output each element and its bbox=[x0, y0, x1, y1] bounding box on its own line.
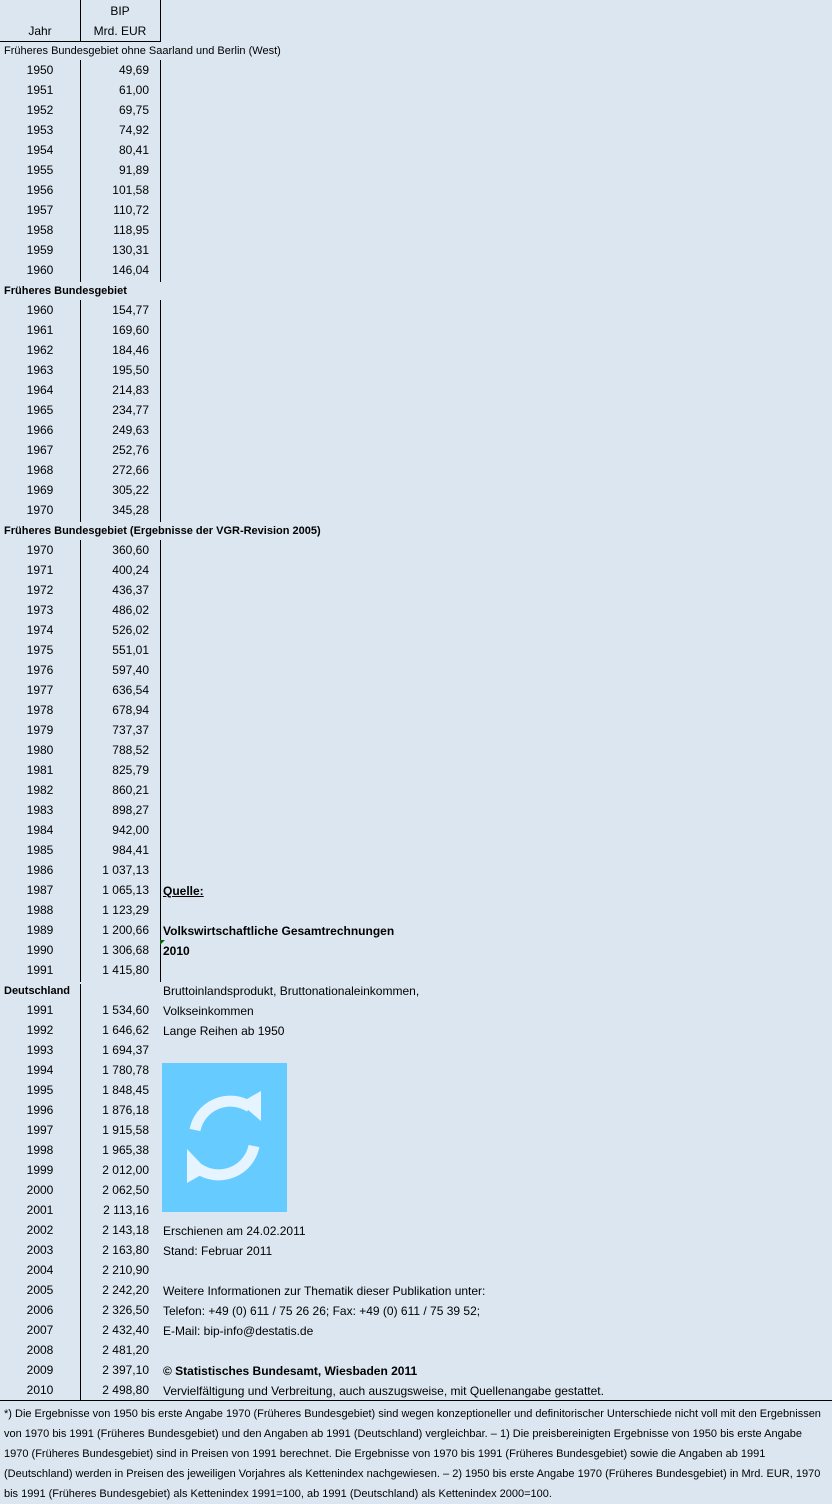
bip-value-cell: 2 210,90 bbox=[102, 1263, 149, 1277]
bip-value-cell: 788,52 bbox=[112, 743, 149, 757]
bip-value-cell: 2 062,50 bbox=[102, 1183, 149, 1197]
bip-value-cell: 2 481,20 bbox=[102, 1343, 149, 1357]
year-cell: 1992 bbox=[26, 1023, 54, 1037]
year-cell: 1950 bbox=[26, 63, 54, 77]
year-cell: 1966 bbox=[26, 423, 54, 437]
year-cell: 1960 bbox=[26, 263, 54, 277]
year-cell: 1991 bbox=[26, 1003, 54, 1017]
stand-date: Stand: Februar 2011 bbox=[163, 1244, 273, 1258]
year-cell: 1970 bbox=[26, 543, 54, 557]
year-cell: 1980 bbox=[26, 743, 54, 757]
bip-value-cell: 678,94 bbox=[112, 703, 149, 717]
bip-value-cell: 2 326,50 bbox=[102, 1303, 149, 1317]
bip-value-cell: 252,76 bbox=[112, 443, 149, 457]
year-cell: 2009 bbox=[26, 1363, 54, 1377]
bip-value-cell: 154,77 bbox=[112, 303, 149, 317]
table-right-border bbox=[160, 540, 161, 982]
year-cell: 1954 bbox=[26, 143, 54, 157]
bip-value-cell: 2 242,20 bbox=[102, 1283, 149, 1297]
year-cell: 1985 bbox=[26, 843, 54, 857]
year-cell: 1965 bbox=[26, 403, 54, 417]
bip-value-cell: 195,50 bbox=[112, 363, 149, 377]
comment-marker bbox=[160, 940, 165, 945]
bip-value-cell: 1 037,13 bbox=[102, 863, 149, 877]
year-cell: 1999 bbox=[26, 1163, 54, 1177]
year-cell: 1990 bbox=[26, 943, 54, 957]
year-cell: 1971 bbox=[26, 563, 54, 577]
year-cell: 1960 bbox=[26, 303, 54, 317]
year-cell: 2010 bbox=[26, 1383, 54, 1397]
year-cell: 1996 bbox=[26, 1103, 54, 1117]
bip-value-cell: 234,77 bbox=[112, 403, 149, 417]
bip-value-cell: 69,75 bbox=[118, 103, 149, 117]
footnote-top-border bbox=[0, 1400, 832, 1401]
year-cell: 1955 bbox=[26, 163, 54, 177]
year-cell: 1979 bbox=[26, 723, 54, 737]
bip-value-cell: 1 415,80 bbox=[102, 963, 149, 977]
refresh-icon-graphic bbox=[162, 1063, 287, 1212]
year-cell: 1958 bbox=[26, 223, 54, 237]
source-desc-line2: Volkseinkommen bbox=[163, 1004, 254, 1018]
bip-value-cell: 305,22 bbox=[112, 483, 149, 497]
bip-value-cell: 2 012,00 bbox=[102, 1163, 149, 1177]
bip-value-cell: 1 694,37 bbox=[102, 1043, 149, 1057]
year-cell: 1983 bbox=[26, 803, 54, 817]
copyright: © Statistisches Bundesamt, Wiesbaden 2011 bbox=[163, 1364, 418, 1378]
year-cell: 1993 bbox=[26, 1043, 54, 1057]
bip-value-cell: 825,79 bbox=[112, 763, 149, 777]
year-cell: 1961 bbox=[26, 323, 54, 337]
bip-value-cell: 860,21 bbox=[112, 783, 149, 797]
year-cell: 1967 bbox=[26, 443, 54, 457]
year-cell: 1956 bbox=[26, 183, 54, 197]
year-cell: 1968 bbox=[26, 463, 54, 477]
year-cell: 1957 bbox=[26, 203, 54, 217]
bip-value-cell: 898,27 bbox=[112, 803, 149, 817]
year-cell: 1997 bbox=[26, 1123, 54, 1137]
year-cell: 1991 bbox=[26, 963, 54, 977]
year-cell: 2005 bbox=[26, 1283, 54, 1297]
year-cell: 1974 bbox=[26, 623, 54, 637]
bip-value-cell: 2 163,80 bbox=[102, 1243, 149, 1257]
bip-value-cell: 2 143,18 bbox=[102, 1223, 149, 1237]
contact-email[interactable]: E-Mail: bip-info@destatis.de bbox=[163, 1324, 314, 1338]
source-label: Quelle: bbox=[163, 884, 204, 898]
year-cell: 1963 bbox=[26, 363, 54, 377]
bip-value-cell: 1 123,29 bbox=[102, 903, 149, 917]
year-cell: 1951 bbox=[26, 83, 54, 97]
header-unit: Mrd. EUR bbox=[93, 24, 147, 38]
year-cell: 1969 bbox=[26, 483, 54, 497]
year-cell: 1987 bbox=[26, 883, 54, 897]
year-cell: 1972 bbox=[26, 583, 54, 597]
year-cell: 1953 bbox=[26, 123, 54, 137]
year-cell: 1989 bbox=[26, 923, 54, 937]
bip-value-cell: 984,41 bbox=[112, 843, 149, 857]
header-right-border bbox=[160, 0, 161, 42]
bip-value-cell: 597,40 bbox=[112, 663, 149, 677]
section-title: Deutschland bbox=[4, 985, 71, 997]
bip-value-cell: 91,89 bbox=[118, 163, 149, 177]
year-cell: 1976 bbox=[26, 663, 54, 677]
year-cell: 1952 bbox=[26, 103, 54, 117]
header-year: Jahr bbox=[28, 24, 52, 38]
bip-value-cell: 1 780,78 bbox=[102, 1063, 149, 1077]
bip-value-cell: 486,02 bbox=[112, 603, 149, 617]
year-cell: 2000 bbox=[26, 1183, 54, 1197]
bip-value-cell: 272,66 bbox=[112, 463, 149, 477]
year-cell: 2008 bbox=[26, 1343, 54, 1357]
bip-value-cell: 146,04 bbox=[112, 263, 149, 277]
bip-value-cell: 169,60 bbox=[112, 323, 149, 337]
source-desc-line1: Bruttoinlandsprodukt, Bruttonationaleinkommen, bbox=[163, 984, 420, 998]
year-cell: 1959 bbox=[26, 243, 54, 257]
bip-value-cell: 80,41 bbox=[118, 143, 149, 157]
year-cell: 1995 bbox=[26, 1083, 54, 1097]
year-cell: 1981 bbox=[26, 763, 54, 777]
year-cell: 2004 bbox=[26, 1263, 54, 1277]
license-text: Vervielfältigung und Verbreitung, auch auszugsweise, mit Quellenangabe gestattet. bbox=[163, 1384, 604, 1398]
year-cell: 1988 bbox=[26, 903, 54, 917]
table-right-border bbox=[160, 300, 161, 522]
bip-value-cell: 1 915,58 bbox=[102, 1123, 149, 1137]
bip-value-cell: 1 848,45 bbox=[102, 1083, 149, 1097]
bip-value-cell: 249,63 bbox=[112, 423, 149, 437]
contact-phone: Telefon: +49 (0) 611 / 75 26 26; Fax: +49 (0) 611 / 75 39 52; bbox=[163, 1304, 481, 1318]
section-title: Früheres Bundesgebiet (Ergebnisse der VGR-Revision 2005) bbox=[4, 525, 321, 537]
bip-value-cell: 942,00 bbox=[112, 823, 149, 837]
year-cell: 1964 bbox=[26, 383, 54, 397]
year-cell: 1986 bbox=[26, 863, 54, 877]
bip-value-cell: 2 397,10 bbox=[102, 1363, 149, 1377]
bip-value-cell: 1 965,38 bbox=[102, 1143, 149, 1157]
bip-value-cell: 436,37 bbox=[112, 583, 149, 597]
bip-value-cell: 2 498,80 bbox=[102, 1383, 149, 1397]
year-cell: 1994 bbox=[26, 1063, 54, 1077]
year-cell: 2002 bbox=[26, 1223, 54, 1237]
bip-value-cell: 49,69 bbox=[118, 63, 149, 77]
year-cell: 2007 bbox=[26, 1323, 54, 1337]
bip-value-cell: 2 113,16 bbox=[103, 1203, 149, 1217]
bip-value-cell: 360,60 bbox=[112, 543, 149, 557]
year-cell: 1962 bbox=[26, 343, 54, 357]
footnote: *) Die Ergebnisse von 1950 bis erste Angabe 1970 (Früheres Bundesgebiet) sind wegen konzeptioneller und definitorischer Unterschiede nicht voll mit den Ergebnissen von 1970 bis 1991 (Früheres Bundesgebiet) und den Angaben ab 1991 (Deutschland) vergleichbar. – 1) Die preisbereinigten Ergebnisse von 1950 bis erste Angabe 1970 (Früheres Bundesgebiet) sind in Preisen von 1991 berechnet. Die Ergebnisse von 1970 bis 1991 (Früheres Bundesgebiet) sowie die Angaben ab 1991 (Deutschland) werden in Preisen des jeweiligen Vorjahres als Kettenindex nachgewiesen. – 2) 1950 bis erste Angabe 1970 (Früheres Bundesgebiet) in Mrd. EUR, 1970 bis 1991 (Früheres Bundesgebiet) als Kettenindex 1991=100, ab 1991 (Deutschland) als Kettenindex 2000=100. bbox=[4, 1408, 821, 1500]
bip-value-cell: 214,83 bbox=[112, 383, 149, 397]
bip-value-cell: 345,28 bbox=[112, 503, 149, 517]
bip-value-cell: 61,00 bbox=[118, 83, 149, 97]
source-desc-line3: Lange Reihen ab 1950 bbox=[163, 1024, 285, 1038]
year-cell: 1998 bbox=[26, 1143, 54, 1157]
bip-value-cell: 737,37 bbox=[112, 723, 149, 737]
year-cell: 1984 bbox=[26, 823, 54, 837]
bip-value-cell: 1 646,62 bbox=[102, 1023, 149, 1037]
bip-value-cell: 2 432,40 bbox=[102, 1323, 149, 1337]
info-text: Weitere Informationen zur Thematik dieser Publikation unter: bbox=[163, 1284, 486, 1298]
bip-value-cell: 110,72 bbox=[113, 203, 149, 217]
source-title: Volkswirtschaftliche Gesamtrechnungen bbox=[163, 924, 395, 938]
refresh-icon[interactable] bbox=[162, 1063, 287, 1212]
bip-value-cell: 130,31 bbox=[112, 243, 149, 257]
year-cell: 1970 bbox=[26, 503, 54, 517]
year-cell: 1982 bbox=[26, 783, 54, 797]
bip-value-cell: 74,92 bbox=[118, 123, 149, 137]
year-cell: 2006 bbox=[26, 1303, 54, 1317]
bip-value-cell: 101,58 bbox=[112, 183, 149, 197]
header-bottom-border bbox=[0, 41, 161, 42]
bip-value-cell: 1 200,66 bbox=[102, 923, 149, 937]
section-title: Früheres Bundesgebiet ohne Saarland und Berlin (West) bbox=[4, 45, 281, 57]
published-date: Erschienen am 24.02.2011 bbox=[163, 1224, 306, 1238]
year-cell: 1975 bbox=[26, 643, 54, 657]
section-title: Früheres Bundesgebiet bbox=[4, 285, 127, 297]
bip-value-cell: 526,02 bbox=[112, 623, 149, 637]
bip-value-cell: 118,95 bbox=[113, 223, 149, 237]
bip-value-cell: 184,46 bbox=[112, 343, 149, 357]
table-right-border bbox=[160, 60, 161, 282]
bip-value-cell: 1 876,18 bbox=[102, 1103, 149, 1117]
bip-value-cell: 1 065,13 bbox=[102, 883, 149, 897]
year-cell: 2001 bbox=[26, 1203, 54, 1217]
bip-value-cell: 1 534,60 bbox=[102, 1003, 149, 1017]
bip-value-cell: 1 306,68 bbox=[102, 943, 149, 957]
year-cell: 1973 bbox=[26, 603, 54, 617]
source-year: 2010 bbox=[163, 944, 190, 958]
bip-value-cell: 636,54 bbox=[112, 683, 149, 697]
bip-value-cell: 551,01 bbox=[112, 643, 149, 657]
year-cell: 2003 bbox=[26, 1243, 54, 1257]
header-bip: BIP bbox=[110, 4, 130, 18]
year-cell: 1978 bbox=[26, 703, 54, 717]
bip-value-cell: 400,24 bbox=[112, 563, 149, 577]
year-cell: 1977 bbox=[26, 683, 54, 697]
